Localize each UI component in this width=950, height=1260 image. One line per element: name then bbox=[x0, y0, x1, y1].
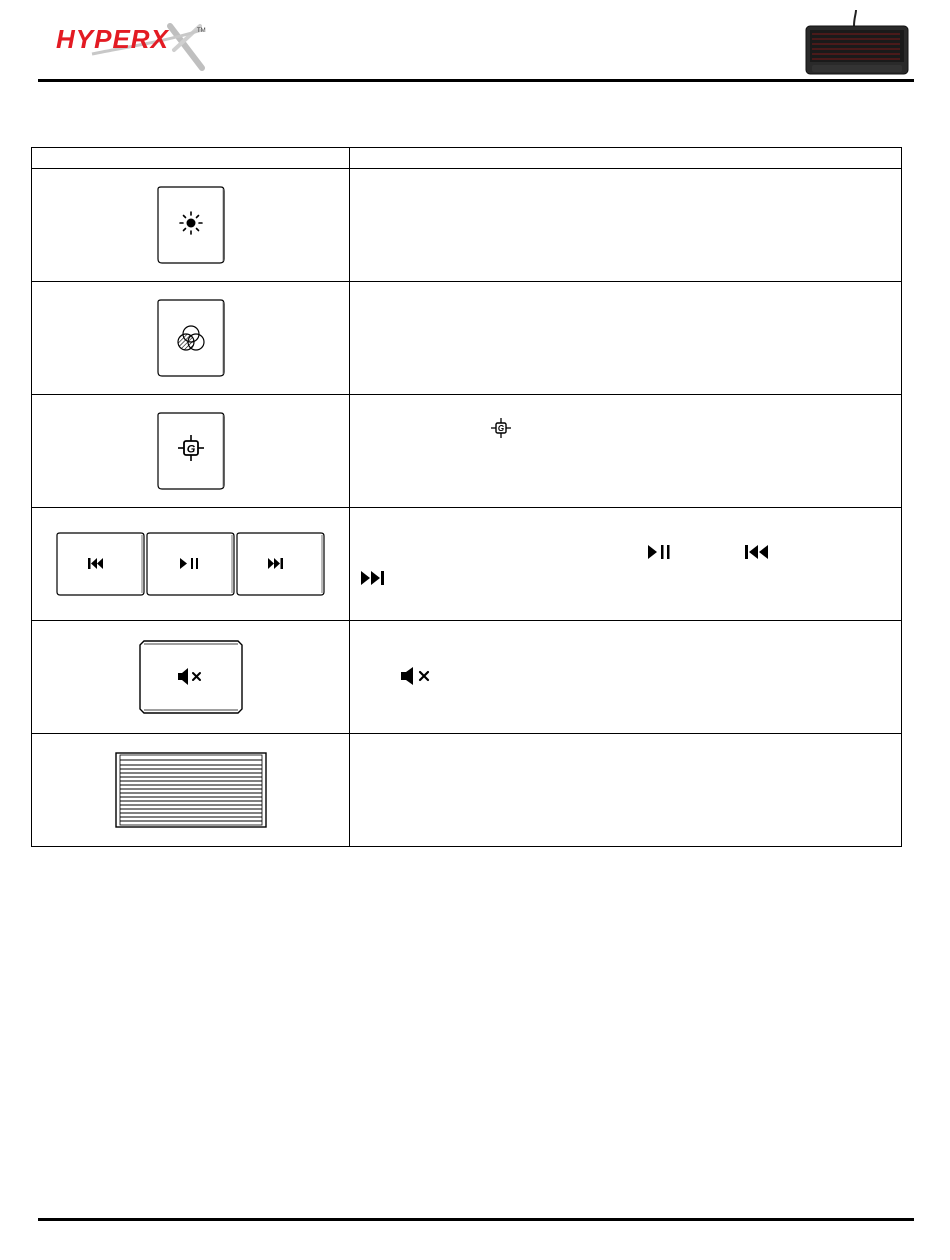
footer-rule bbox=[38, 1218, 914, 1221]
brightness-key-icon bbox=[155, 185, 227, 265]
row-description bbox=[350, 734, 902, 847]
table-row bbox=[32, 621, 902, 734]
game-mode-icon bbox=[490, 417, 512, 439]
color-mode-key-icon bbox=[155, 298, 227, 378]
table-header-key bbox=[32, 148, 350, 169]
key-function-table bbox=[31, 147, 902, 847]
play-pause-key bbox=[147, 533, 234, 595]
brand-text: HYPERX bbox=[56, 24, 169, 54]
table-row bbox=[32, 282, 902, 395]
keyboard-thumbnail-icon bbox=[804, 8, 910, 76]
previous-key bbox=[57, 533, 144, 595]
mute-icon bbox=[400, 666, 434, 686]
svg-text:TM: TM bbox=[197, 28, 206, 34]
row-description bbox=[350, 169, 902, 282]
play-pause-icon bbox=[647, 544, 673, 560]
game-mode-key-icon bbox=[155, 411, 227, 491]
next-key bbox=[237, 533, 324, 595]
mute-key-icon bbox=[138, 639, 244, 715]
table-row bbox=[32, 734, 902, 847]
table-header-row bbox=[32, 148, 902, 169]
next-track-icon bbox=[360, 570, 390, 586]
table-row bbox=[32, 508, 902, 621]
previous-track-icon bbox=[744, 544, 774, 560]
svg-text:G: G bbox=[186, 443, 195, 456]
volume-wheel-icon bbox=[115, 752, 267, 828]
svg-text:G: G bbox=[497, 424, 505, 433]
header-rule bbox=[38, 79, 914, 82]
table-header-function bbox=[350, 148, 902, 169]
table-row bbox=[32, 169, 902, 282]
table-row bbox=[32, 395, 902, 508]
hyperx-logo bbox=[52, 20, 212, 72]
row-description bbox=[350, 282, 902, 395]
media-keys-icon bbox=[55, 531, 327, 597]
